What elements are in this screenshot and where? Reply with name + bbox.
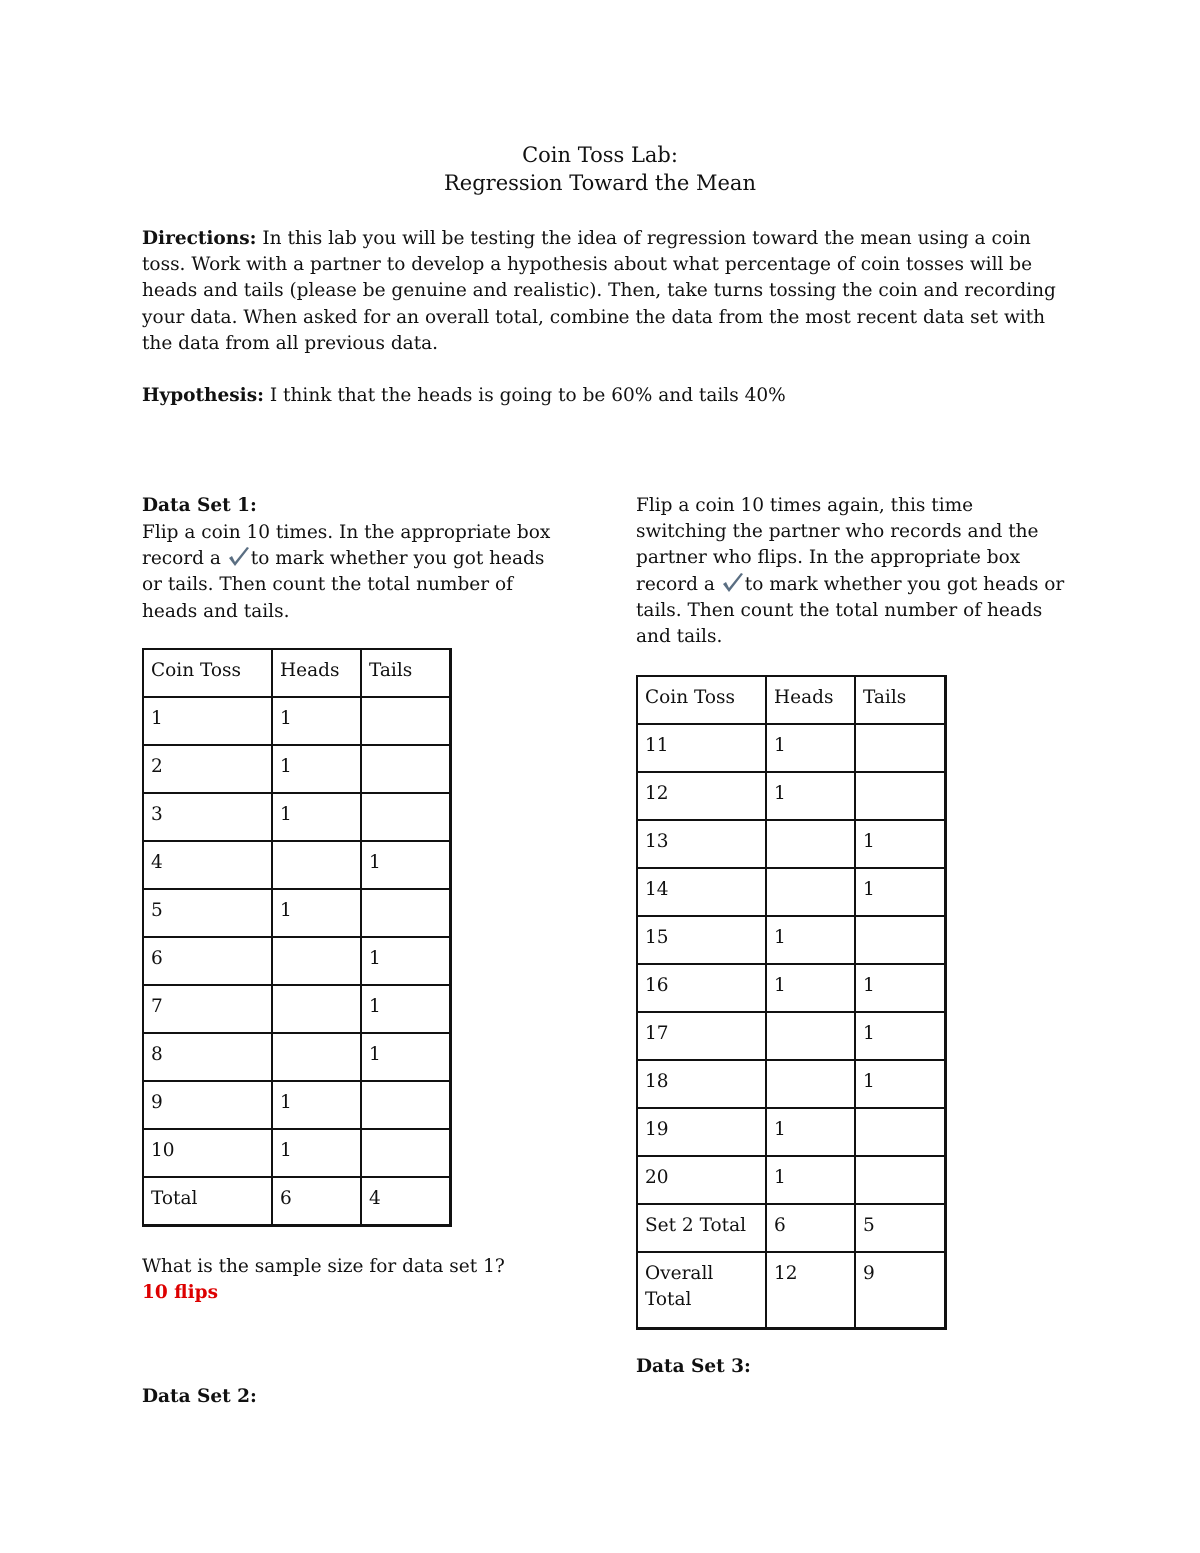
table-row: [143, 1033, 450, 1081]
doc-title-line2: Regression Toward the Mean: [444, 171, 756, 195]
table-row: [637, 1252, 945, 1328]
table-row: [143, 1081, 450, 1129]
table-cell: Total: [143, 1177, 272, 1225]
table-row: [143, 1129, 450, 1177]
table-row: [637, 1108, 945, 1156]
sample-size-answer: 10 flips: [142, 1282, 219, 1303]
hypothesis-paragraph: [142, 383, 1062, 409]
data-set-2-instr-b: to mark whether you got heads or tails. Then count the total number of heads and tails.: [636, 573, 1065, 648]
table-cell: 13: [637, 820, 766, 868]
table-cell: [855, 772, 945, 820]
table-cell: 5: [143, 889, 272, 937]
table-cell: 1: [766, 964, 855, 1012]
table-header-row: [637, 676, 945, 724]
sample-size-question: What is the sample size for data set 1?: [142, 1256, 505, 1277]
table-cell: [361, 745, 450, 793]
hypothesis-text: I think that the heads is going to be 60% and tails 40%: [269, 385, 786, 406]
table-cell: [766, 1060, 855, 1108]
table-cell: 1: [361, 841, 450, 889]
table-cell: 1: [143, 697, 272, 745]
table-row: [637, 964, 945, 1012]
table-cell: [766, 820, 855, 868]
table-cell: 1: [272, 1129, 361, 1177]
table-row: [143, 793, 450, 841]
table-row: [637, 1204, 945, 1252]
table-header-cell: Tails: [855, 676, 945, 724]
data-set-1-heading: Data Set 1:: [142, 495, 257, 516]
table-row: [637, 820, 945, 868]
table-cell: [855, 1156, 945, 1204]
checkmark-icon: [227, 546, 251, 568]
table-cell: 4: [143, 841, 272, 889]
table-row: [143, 889, 450, 937]
directions-paragraph: [142, 226, 1062, 357]
checkmark-icon: [721, 572, 745, 594]
directions-text: In this lab you will be testing the idea of regression toward the mean using a coin toss. Work with a partner to develop a hypothesis about what percentage of coin tosses will be heads and tails (please be genuine and realistic). Then, take turns tossing the coin and recording your data. When asked for an overall total, combine the data from the most recent data set with the data from all previous data.: [142, 228, 1056, 354]
table-row: [637, 1012, 945, 1060]
table-row: [143, 937, 450, 985]
table-cell: [766, 1012, 855, 1060]
data-set-2-table: [636, 675, 947, 1330]
table-cell: [361, 889, 450, 937]
data-set-2-instructions: [636, 493, 1066, 650]
table-cell: 6: [272, 1177, 361, 1225]
table-header-cell: Tails: [361, 649, 450, 697]
table-cell: 1: [272, 793, 361, 841]
table-row: [637, 1060, 945, 1108]
table-header-cell: Coin Toss: [143, 649, 272, 697]
table-cell: [272, 937, 361, 985]
table-cell: 1: [272, 745, 361, 793]
table-row: [143, 1177, 450, 1225]
table-cell: 11: [637, 724, 766, 772]
table-cell: 1: [855, 1060, 945, 1108]
data-set-2-instr-a: Flip a coin 10 times again, this time switching the partner who records and the partner who flips. In the appropriate box record a: [636, 495, 1039, 595]
table-cell: [361, 793, 450, 841]
table-row: [637, 772, 945, 820]
table-cell: 6: [766, 1204, 855, 1252]
table-row: [637, 1156, 945, 1204]
table-cell: 1: [855, 868, 945, 916]
table-cell: 1: [361, 937, 450, 985]
table-cell: 1: [272, 697, 361, 745]
table-cell: 17: [637, 1012, 766, 1060]
doc-title-line1: Coin Toss Lab:: [522, 143, 678, 167]
data-set-1-instr-b: to mark whether you got heads or tails. Then count the total number of heads and tails.: [142, 548, 545, 622]
table-cell: 5: [855, 1204, 945, 1252]
table-cell: 1: [766, 1108, 855, 1156]
table-cell: 4: [361, 1177, 450, 1225]
table-row: [637, 724, 945, 772]
table-row: [143, 697, 450, 745]
table-cell: 8: [143, 1033, 272, 1081]
table-cell: [855, 1108, 945, 1156]
table-header-cell: Coin Toss: [637, 676, 766, 724]
table-cell: 1: [361, 985, 450, 1033]
table-cell: 1: [361, 1033, 450, 1081]
table-cell: 9: [143, 1081, 272, 1129]
table-cell: 1: [766, 724, 855, 772]
table-cell: [361, 1129, 450, 1177]
directions-label: Directions:: [142, 228, 257, 249]
table-cell: 20: [637, 1156, 766, 1204]
table-cell: 2: [143, 745, 272, 793]
table-cell: 1: [766, 916, 855, 964]
table-cell: 1: [272, 1081, 361, 1129]
table-cell: Overall Total: [637, 1252, 766, 1328]
data-set-1-table: [142, 648, 452, 1227]
table-cell: 1: [272, 889, 361, 937]
table-cell: 15: [637, 916, 766, 964]
table-cell: 10: [143, 1129, 272, 1177]
table-row: [637, 916, 945, 964]
table-cell: 3: [143, 793, 272, 841]
table-cell: 6: [143, 937, 272, 985]
table-cell: 12: [766, 1252, 855, 1328]
table-cell: 9: [855, 1252, 945, 1328]
table-header-cell: Heads: [272, 649, 361, 697]
table-cell: 12: [637, 772, 766, 820]
table-row: [143, 745, 450, 793]
table-cell: [855, 916, 945, 964]
table-cell: 16: [637, 964, 766, 1012]
table-cell: 14: [637, 868, 766, 916]
table-header-cell: Heads: [766, 676, 855, 724]
table-cell: [272, 841, 361, 889]
table-cell: [272, 1033, 361, 1081]
table-cell: Set 2 Total: [637, 1204, 766, 1252]
table-cell: 18: [637, 1060, 766, 1108]
table-cell: [361, 1081, 450, 1129]
hypothesis-label: Hypothesis:: [142, 385, 264, 406]
table-row: [637, 868, 945, 916]
table-row: [143, 841, 450, 889]
data-set-2-heading: Data Set 2:: [142, 1386, 257, 1407]
table-cell: [272, 985, 361, 1033]
table-cell: 19: [637, 1108, 766, 1156]
table-row: [143, 985, 450, 1033]
table-cell: [855, 724, 945, 772]
data-set-3-heading: Data Set 3:: [636, 1356, 751, 1377]
table-cell: 7: [143, 985, 272, 1033]
table-cell: 1: [855, 1012, 945, 1060]
table-header-row: [143, 649, 450, 697]
table-cell: 1: [766, 1156, 855, 1204]
table-cell: [766, 868, 855, 916]
table-cell: 1: [855, 964, 945, 1012]
table-cell: [361, 697, 450, 745]
table-cell: 1: [855, 820, 945, 868]
data-set-1-instructions: [142, 520, 562, 625]
data-set-1-instr-a: Flip a coin 10 times. In the appropriate box record a: [142, 522, 551, 570]
table-cell: 1: [766, 772, 855, 820]
